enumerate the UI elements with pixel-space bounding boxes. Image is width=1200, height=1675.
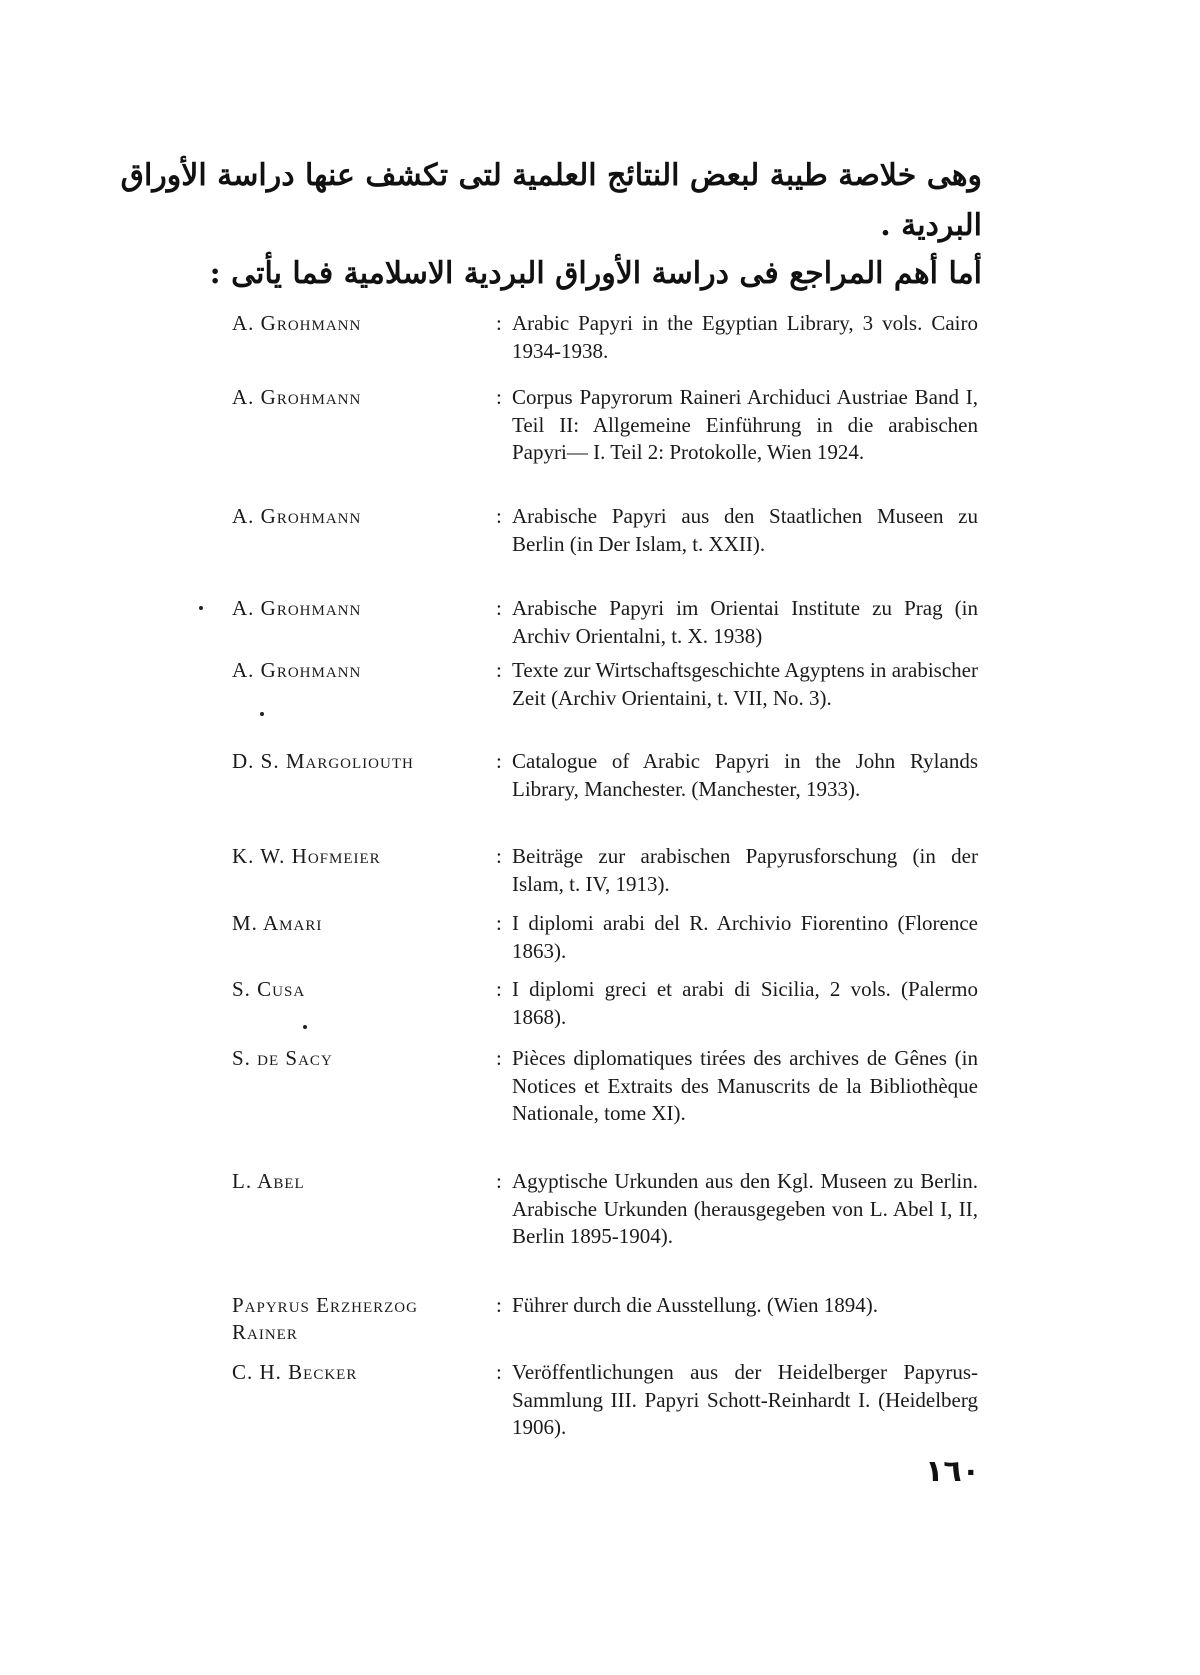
entry-work: : Führer durch die Ausstellung. (Wien 1894).	[512, 1292, 978, 1320]
entry-author: M. Amari	[232, 911, 323, 935]
scan-speck	[303, 1025, 307, 1029]
entry-work: : I diplomi greci et arabi di Sicilia, 2 vols. (Palermo 1868).	[512, 976, 978, 1031]
entry-author: A. Grohmann	[232, 596, 362, 620]
entry-author: A. Grohmann	[232, 311, 362, 335]
entry-work: : Agyptische Urkunden aus den Kgl. Museen zu Berlin. Arabische Urkunden (herausgegeben von L. Abel I, II, Berlin 1895-1904).	[512, 1168, 978, 1251]
entry-work: : I diplomi arabi del R. Archivio Fiorentino (Florence 1863).	[512, 910, 978, 965]
intro-line-2: البردية .	[880, 208, 982, 243]
entry-work: : Veröffentlichungen aus der Heidelberger Papyrus-Sammlung III. Papyri Schott-Reinhardt I. (Heidelberg 1906).	[512, 1359, 978, 1442]
entry-work: : Corpus Papyrorum Raineri Archiduci Austriae Band I, Teil II: Allgemeine Einführung in die arabischen Papyri— I. Teil 2: Protokolle, Wien 1924.	[512, 384, 978, 467]
entry-author: Papyrus Erzherzog Rainer	[232, 1293, 418, 1344]
entry-author: D. S. Margoliouth	[232, 749, 414, 773]
intro-line-3: أما أهم المراجع فى دراسة الأوراق البردية الاسلامية فما يأتى :	[209, 256, 982, 291]
entry-work: : Texte zur Wirtschaftsgeschichte Agyptens in arabischer Zeit (Archiv Orientaini, t. VII, No. 3).	[512, 657, 978, 712]
scan-speck	[260, 712, 264, 716]
entry-work: : Pièces diplomatiques tirées des archives de Gênes (in Notices et Extraits des Manuscrits de la Bibliothèque Nationale, tome XI).	[512, 1045, 978, 1128]
entry-author: A. Grohmann	[232, 385, 362, 409]
scan-speck	[199, 606, 203, 610]
entry-work: : Beiträge zur arabischen Papyrusforschung (in der Islam, t. IV, 1913).	[512, 843, 978, 898]
page-number: ١٦٠	[925, 1454, 980, 1489]
entry-author: K. W. Hofmeier	[232, 844, 381, 868]
entry-work: : Arabische Papyri im Orientai Institute zu Prag (in Archiv Orientalni, t. X. 1938)	[512, 595, 978, 650]
entry-author: L. Abel	[232, 1169, 305, 1193]
entry-work: : Arabische Papyri aus den Staatlichen Museen zu Berlin (in Der Islam, t. XXII).	[512, 503, 978, 558]
intro-line-1: وهى خلاصة طيبة لبعض النتائج العلمية لتى تكشف عنها دراسة الأوراق	[120, 158, 982, 193]
entry-author: S. Cusa	[232, 977, 306, 1001]
entry-work: : Catalogue of Arabic Papyri in the John Rylands Library, Manchester. (Manchester, 1933).	[512, 748, 978, 803]
entry-author: S. de Sacy	[232, 1046, 333, 1070]
entry-work: : Arabic Papyri in the Egyptian Library, 3 vols. Cairo 1934-1938.	[512, 310, 978, 365]
entry-author: A. Grohmann	[232, 504, 362, 528]
entry-author: A. Grohmann	[232, 658, 362, 682]
entry-author: C. H. Becker	[232, 1360, 358, 1384]
